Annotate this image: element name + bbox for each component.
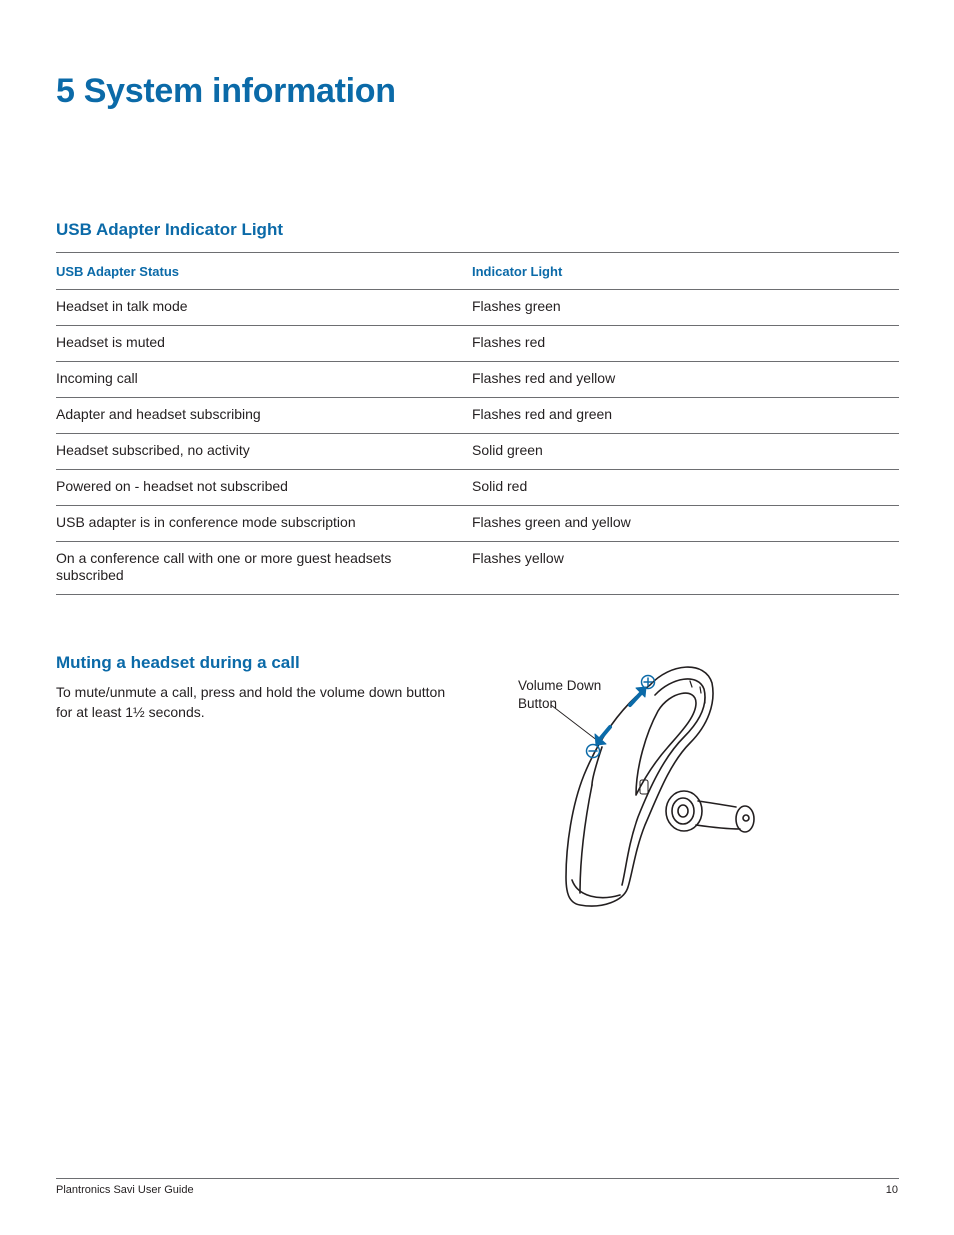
- status-cell: Headset subscribed, no activity: [56, 434, 472, 470]
- status-cell: Powered on - headset not subscribed: [56, 470, 472, 506]
- indicator-cell: Flashes red and green: [472, 398, 899, 434]
- usb-section-heading: USB Adapter Indicator Light: [56, 220, 283, 239]
- column-header-indicator: Indicator Light: [472, 253, 899, 290]
- page-number: 10: [885, 1184, 898, 1196]
- mute-instructions: To mute/unmute a call, press and hold the volume down button for at least 1½ seconds.: [56, 684, 446, 720]
- status-cell: USB adapter is in conference mode subscription: [56, 506, 472, 542]
- usb-indicator-table: [56, 252, 899, 595]
- column-header-status: USB Adapter Status: [56, 253, 472, 290]
- table-row: [56, 506, 899, 542]
- table-row: [56, 434, 899, 470]
- plus-icon: [642, 676, 655, 689]
- table-row: [56, 326, 899, 362]
- footer-title: Plantronics Savi User Guide: [56, 1184, 194, 1196]
- footer-divider: [56, 1178, 899, 1179]
- indicator-cell: Solid red: [472, 470, 899, 506]
- indicator-cell: Flashes green and yellow: [472, 506, 899, 542]
- callout-line-1: Volume Down: [518, 678, 602, 693]
- mute-section-heading: Muting a headset during a call: [56, 653, 300, 672]
- headset-illustration: [540, 655, 770, 915]
- status-cell: Incoming call: [56, 362, 472, 398]
- indicator-cell: Flashes red and yellow: [472, 362, 899, 398]
- table-header-row: [56, 253, 899, 290]
- table-row: [56, 542, 899, 595]
- indicator-cell: Flashes yellow: [472, 542, 899, 595]
- indicator-cell: Flashes red: [472, 326, 899, 362]
- page-title: 5 System information: [56, 72, 396, 110]
- status-cell: On a conference call with one or more guest headsets subscribed: [56, 542, 472, 595]
- indicator-cell: Flashes green: [472, 290, 899, 326]
- status-cell: Headset in talk mode: [56, 290, 472, 326]
- status-cell: Headset is muted: [56, 326, 472, 362]
- status-cell: Adapter and headset subscribing: [56, 398, 472, 434]
- callout-line-2: Button: [518, 696, 558, 711]
- arrow-icon: [630, 687, 646, 705]
- indicator-cell: Solid green: [472, 434, 899, 470]
- table-row: [56, 362, 899, 398]
- table-row: [56, 470, 899, 506]
- table-row: [56, 290, 899, 326]
- table-row: [56, 398, 899, 434]
